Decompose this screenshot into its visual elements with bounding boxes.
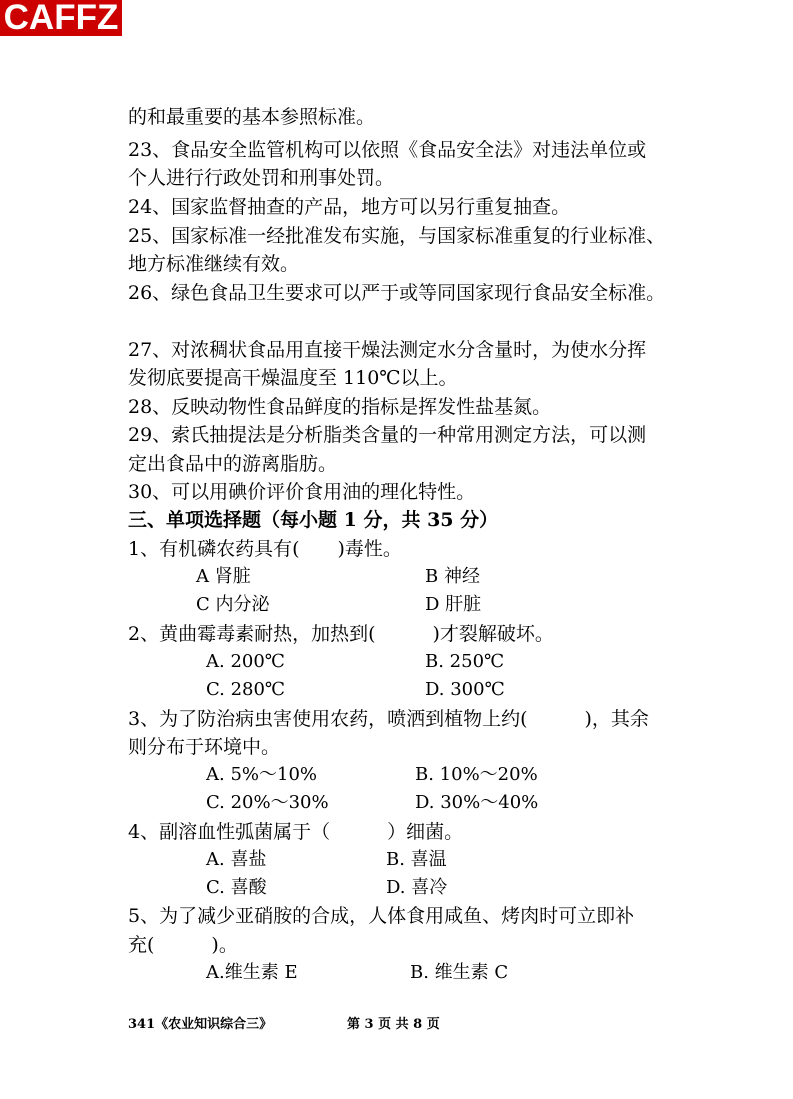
text-line: 27、对浓稠状食品用直接干燥法测定水分含量时，为使水分挥 <box>128 339 647 361</box>
option-c: C 内分泌 <box>196 594 270 615</box>
option-a: A. 5%～10% <box>206 764 318 785</box>
option-b: B 神经 <box>425 566 480 587</box>
option-b: B. 维生素 C <box>410 962 509 983</box>
question-stem-continued: 充( )。 <box>128 934 238 956</box>
option-b: B. 250℃ <box>425 651 505 672</box>
question-stem: 5、为了减少亚硝胺的合成，人体食用咸鱼、烤肉时可立即补 <box>128 905 635 927</box>
question-stem-continued: 则分布于环境中。 <box>128 736 281 758</box>
option-a: A. 喜盐 <box>206 849 267 870</box>
text-line: 23、食品安全监管机构可以依照《食品安全法》对违法单位或 <box>128 139 647 161</box>
watermark-logo: CAFFZ <box>0 0 122 36</box>
section-heading: 三、单项选择题（每小题 1 分，共 35 分） <box>128 509 499 531</box>
text-line: 个人进行行政处罚和刑事处罚。 <box>128 167 395 189</box>
option-d: D 肝脏 <box>425 594 482 615</box>
option-b: B. 喜温 <box>386 849 447 870</box>
option-b: B. 10%～20% <box>415 764 538 785</box>
text-line: 25、国家标准一经批准发布实施，与国家标准重复的行业标准、 <box>128 225 666 247</box>
option-d: D. 喜冷 <box>386 877 448 898</box>
footer-course-title: 341《农业知识综合三》 <box>128 1017 273 1032</box>
text-line: 26、绿色食品卫生要求可以严于或等同国家现行食品安全标准。 <box>128 282 666 304</box>
question-stem: 2、黄曲霉毒素耐热，加热到( )才裂解破坏。 <box>128 623 554 645</box>
text-line: 发彻底要提高干燥温度至 110℃以上。 <box>128 367 458 389</box>
option-d: D. 30%～40% <box>415 792 539 813</box>
option-a: A. 200℃ <box>206 651 285 672</box>
option-c: C. 20%～30% <box>206 792 329 813</box>
footer-page-number: 第 3 页 共 8 页 <box>347 1017 440 1032</box>
text-line: 30、可以用碘价评价食用油的理化特性。 <box>128 481 476 503</box>
text-line: 地方标准继续有效。 <box>128 253 300 275</box>
option-c: C. 喜酸 <box>206 877 267 898</box>
option-a: A.维生素 E <box>206 962 298 983</box>
option-c: C. 280℃ <box>206 679 286 700</box>
text-line: 29、索氏抽提法是分析脂类含量的一种常用测定方法，可以测 <box>128 424 647 446</box>
text-line: 28、反映动物性食品鲜度的指标是挥发性盐基氮。 <box>128 396 552 418</box>
question-stem: 4、副溶血性弧菌属于（ ）细菌。 <box>128 821 464 843</box>
question-stem: 3、为了防治病虫害使用农药，喷洒到植物上约( )，其余 <box>128 708 649 730</box>
question-stem: 1、有机磷农药具有( )毒性。 <box>128 538 402 560</box>
text-line: 定出食品中的游离脂肪。 <box>128 453 338 475</box>
text-line: 的和最重要的基本参照标准。 <box>128 106 376 128</box>
option-a: A 肾脏 <box>196 566 251 587</box>
option-d: D. 300℃ <box>425 679 505 700</box>
text-line: 24、国家监督抽查的产品，地方可以另行重复抽查。 <box>128 196 571 218</box>
